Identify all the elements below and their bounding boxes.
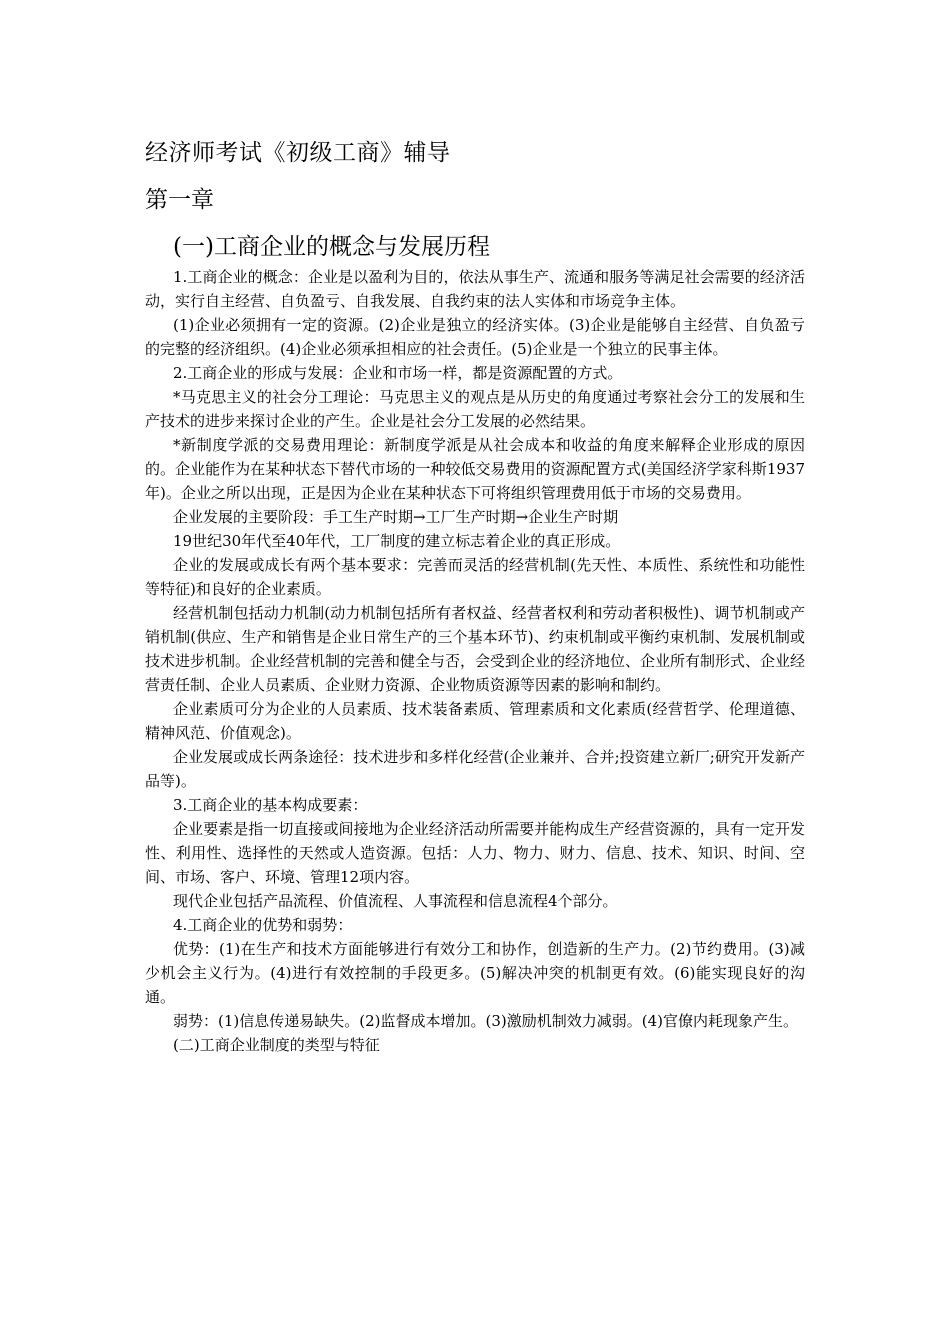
paragraph: (1)企业必须拥有一定的资源。(2)企业是独立的经济实体。(3)企业是能够自主经营、自负盈亏的完整的经济组织。(4)企业必须承担相应的社会责任。(5)企业是一个独立的民事主体。 (145, 316, 805, 358)
paragraph: 经营机制包括动力机制(动力机制包括所有者权益、经营者权利和劳动者积极性)、调节机制或产销机制(供应、生产和销售是企业日常生产的三个基本环节)、约束机制或平衡约束机制、发展机制或技术进步机制。企业经营机制的完善和健全与否，会受到企业的经济地位、企业所有制形式、企业经营责任制、企业人员素质、企业财力资源、企业物质资源等因素的影响和制约。 (145, 604, 806, 694)
paragraph: 4.工商企业的优势和弱势： (173, 916, 353, 934)
paragraph: 企业发展或成长两条途径：技术进步和多样化经营(企业兼并、合并;投资建立新厂;研究开发新产品等)。 (145, 748, 805, 790)
document-page (145, 138, 805, 1057)
paragraph: 企业要素是指一切直接或间接地为企业经济活动所需要并能构成生产经营资源的，具有一定开发性、利用性、选择性的天然或人造资源。包括：人力、物力、财力、信息、技术、知识、时间、空间、市场、客户、环境、管理12项内容。 (145, 820, 805, 886)
paragraph: 弱势：(1)信息传递易缺失。(2)监督成本增加。(3)激励机制效力减弱。(4)官僚内耗现象产生。 (173, 1012, 798, 1030)
chapter-heading: 第一章 (145, 187, 214, 213)
paragraph: 企业素质可分为企业的人员素质、技术装备素质、管理素质和文化素质(经营哲学、伦理道德、精神风范、价值观念)。 (145, 700, 805, 742)
paragraph: 企业发展的主要阶段：手工生产时期→工厂生产时期→企业生产时期 (173, 508, 619, 526)
paragraph: *新制度学派的交易费用理论：新制度学派是从社会成本和收益的角度来解释企业形成的原因的。企业能作为在某种状态下替代市场的一种较低交易费用的资源配置方式(美国经济学家科斯1937年)。企业之所以出现，正是因为企业在某种状态下可将组织管理费用低于市场的交易费用。 (145, 436, 805, 502)
document-title: 经济师考试《初级工商》辅导 (145, 140, 451, 166)
paragraph: *马克思主义的社会分工理论：马克思主义的观点是从历史的角度通过考察社会分工的发展和生产技术的进步来探讨企业的产生。企业是社会分工发展的必然结果。 (145, 388, 805, 430)
paragraph: 企业的发展或成长有两个基本要求：完善而灵活的经营机制(先天性、本质性、系统性和功能性等特征)和良好的企业素质。 (145, 556, 805, 598)
section-heading: (一)工商企业的概念与发展历程 (173, 234, 490, 260)
paragraph: (二)工商企业制度的类型与特征 (173, 1036, 380, 1054)
paragraph: 优势：(1)在生产和技术方面能够进行有效分工和协作，创造新的生产力。(2)节约费用。(3)减少机会主义行为。(4)进行有效控制的手段更多。(5)解决冲突的机制更有效。(6)能实现良好的沟通。 (145, 940, 805, 1006)
paragraph: 19世纪30年代至40年代，工厂制度的建立标志着企业的真正形成。 (173, 532, 621, 550)
paragraph: 2.工商企业的形成与发展：企业和市场一样，都是资源配置的方式。 (173, 364, 623, 382)
paragraph: 3.工商企业的基本构成要素： (173, 796, 368, 814)
paragraph: 现代企业包括产品流程、价值流程、人事流程和信息流程4个部分。 (173, 892, 618, 910)
paragraph: 1.工商企业的概念：企业是以盈利为目的，依法从事生产、流通和服务等满足社会需要的经济活动，实行自主经营、自负盈亏、自我发展、自我约束的法人实体和市场竞争主体。 (145, 268, 805, 310)
